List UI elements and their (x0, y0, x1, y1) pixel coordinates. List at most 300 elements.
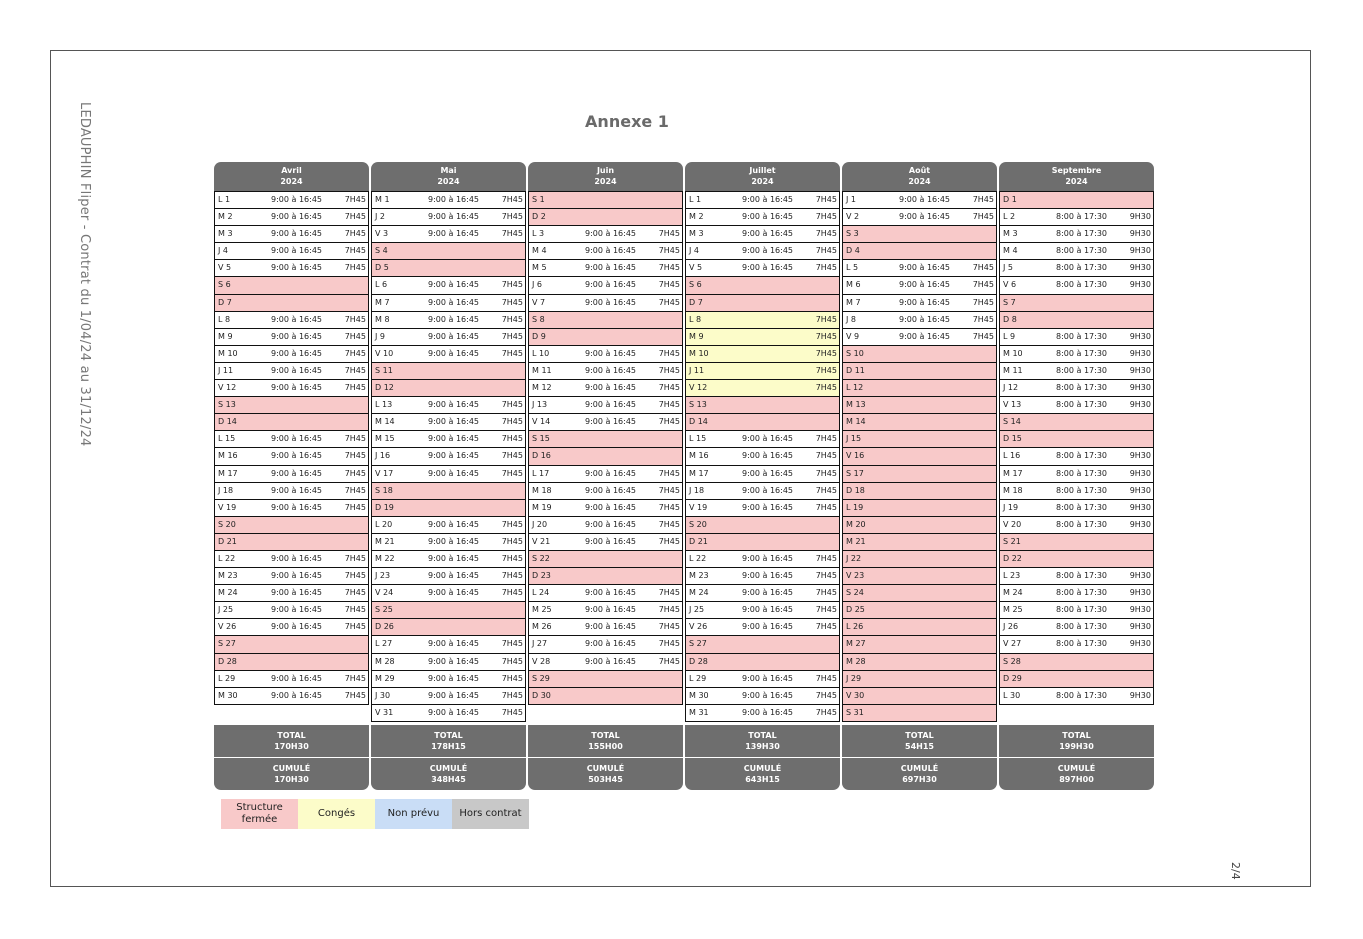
day-duration: 7H45 (344, 195, 366, 204)
day-label: M 29 (375, 673, 395, 683)
day-row (372, 345, 525, 362)
day-hours: 9:00 à 16:45 (428, 451, 480, 461)
day-label: M 21 (375, 536, 395, 546)
day-row (686, 516, 839, 533)
day-label: M 25 (1003, 605, 1023, 615)
day-hours: 9:00 à 16:45 (428, 639, 480, 649)
day-label: V 30 (846, 690, 865, 700)
day-row (1000, 601, 1153, 618)
day-hours: 9:00 à 16:45 (271, 383, 323, 393)
day-hours: 9:00 à 16:45 (899, 212, 951, 222)
day-row (843, 567, 996, 584)
day-row (686, 379, 839, 396)
day-duration: 7H45 (344, 451, 366, 461)
day-label: V 17 (375, 468, 394, 478)
day-hours: 9:00 à 16:45 (428, 553, 480, 563)
day-row (1000, 328, 1153, 345)
day-row (1000, 584, 1153, 601)
day-row (1000, 413, 1153, 430)
day-row (843, 362, 996, 379)
day-hours: 9:00 à 16:45 (428, 519, 480, 529)
day-row (215, 601, 368, 618)
day-label: L 12 (846, 383, 864, 393)
day-label: D 25 (846, 605, 865, 615)
month-total-box (999, 725, 1154, 757)
day-hours: 9:00 à 16:45 (899, 331, 951, 341)
day-hours: 8:00 à 17:30 (1056, 485, 1108, 495)
day-label: D 14 (218, 417, 237, 427)
day-duration: 7H45 (344, 383, 366, 393)
day-label: J 25 (689, 605, 705, 615)
day-duration: 7H45 (501, 571, 523, 581)
day-hours: 9:00 à 16:45 (428, 417, 480, 427)
day-row (843, 413, 996, 430)
day-hours: 9:00 à 16:45 (742, 246, 794, 256)
day-hours: 9:00 à 16:45 (428, 656, 480, 666)
day-duration: 7H45 (658, 400, 680, 410)
day-row (686, 430, 839, 447)
day-label: J 9 (375, 331, 385, 341)
day-row (215, 533, 368, 550)
month-cumulative-box (528, 758, 683, 790)
day-duration: 9H30 (1129, 502, 1151, 512)
day-row (686, 259, 839, 276)
day-row (215, 499, 368, 516)
day-row (686, 208, 839, 225)
day-hours: 9:00 à 16:45 (428, 588, 480, 598)
day-hours: 9:00 à 16:45 (742, 212, 794, 222)
cumulative-label: CUMULÉ (900, 764, 939, 773)
day-duration: 7H45 (658, 485, 680, 495)
total-value: 139H30 (745, 742, 780, 751)
day-label: J 5 (1003, 263, 1013, 273)
day-label: S 6 (218, 280, 231, 290)
day-duration: 7H45 (344, 348, 366, 358)
day-label: L 20 (375, 519, 393, 529)
day-duration: 7H45 (815, 707, 837, 717)
day-duration: 7H45 (344, 690, 366, 700)
day-hours: 9:00 à 16:45 (742, 707, 794, 717)
day-hours: 8:00 à 17:30 (1056, 451, 1108, 461)
day-row (372, 635, 525, 652)
day-row (1000, 670, 1153, 687)
day-duration: 7H45 (815, 571, 837, 581)
day-row (529, 618, 682, 635)
day-label: D 15 (1003, 434, 1022, 444)
day-label: M 27 (846, 639, 866, 649)
day-hours: 8:00 à 17:30 (1056, 229, 1108, 239)
day-label: M 14 (375, 417, 395, 427)
day-hours: 9:00 à 16:45 (585, 519, 637, 529)
day-hours: 9:00 à 16:45 (271, 690, 323, 700)
day-list (371, 191, 526, 722)
day-row (372, 704, 525, 721)
day-row (843, 550, 996, 567)
day-row (686, 328, 839, 345)
day-duration: 7H45 (658, 656, 680, 666)
day-row (1000, 191, 1153, 208)
day-label: M 25 (532, 605, 552, 615)
day-label: M 23 (689, 571, 709, 581)
day-row (529, 516, 682, 533)
day-row (215, 345, 368, 362)
day-label: J 8 (846, 314, 856, 324)
day-row (215, 635, 368, 652)
day-duration: 7H45 (501, 297, 523, 307)
day-label: M 17 (1003, 468, 1023, 478)
day-label: M 10 (1003, 348, 1023, 358)
day-duration: 7H45 (658, 297, 680, 307)
day-row (529, 345, 682, 362)
day-row (843, 465, 996, 482)
day-label: L 1 (689, 195, 702, 204)
day-label: D 2 (532, 212, 546, 222)
day-duration: 7H45 (344, 605, 366, 615)
day-label: D 4 (846, 246, 860, 256)
day-duration: 7H45 (815, 588, 837, 598)
day-row (843, 482, 996, 499)
day-label: M 24 (689, 588, 709, 598)
day-label: L 26 (846, 622, 864, 632)
day-label: S 8 (532, 314, 545, 324)
day-label: M 18 (1003, 485, 1023, 495)
day-duration: 7H45 (972, 195, 994, 204)
day-row (372, 225, 525, 242)
day-row (215, 311, 368, 328)
legend-closed-label: Structure fermée (236, 802, 283, 825)
day-hours: 9:00 à 16:45 (742, 195, 794, 204)
day-duration: 7H45 (501, 553, 523, 563)
day-row (843, 584, 996, 601)
day-hours: 9:00 à 16:45 (271, 365, 323, 375)
day-row (843, 516, 996, 533)
day-label: S 25 (375, 605, 393, 615)
day-hours: 9:00 à 16:45 (585, 485, 637, 495)
day-label: V 27 (1003, 639, 1022, 649)
day-label: M 21 (846, 536, 866, 546)
day-hours: 9:00 à 16:45 (742, 502, 794, 512)
day-row (529, 533, 682, 550)
day-hours: 8:00 à 17:30 (1056, 212, 1108, 222)
day-hours: 9:00 à 16:45 (271, 553, 323, 563)
day-hours: 9:00 à 16:45 (585, 263, 637, 273)
day-label: V 10 (375, 348, 394, 358)
day-hours: 9:00 à 16:45 (271, 451, 323, 461)
day-hours: 8:00 à 17:30 (1056, 280, 1108, 290)
day-row (372, 653, 525, 670)
day-duration: 7H45 (815, 314, 837, 324)
day-label: M 3 (689, 229, 704, 239)
day-row (1000, 533, 1153, 550)
day-label: J 29 (846, 673, 862, 683)
day-hours: 8:00 à 17:30 (1056, 502, 1108, 512)
day-hours: 9:00 à 16:45 (585, 536, 637, 546)
day-hours: 9:00 à 16:45 (271, 195, 323, 204)
day-row (1000, 447, 1153, 464)
day-hours: 8:00 à 17:30 (1056, 468, 1108, 478)
day-row (372, 362, 525, 379)
day-label: J 6 (532, 280, 542, 290)
day-label: D 8 (1003, 314, 1017, 324)
day-list (842, 191, 997, 722)
day-label: V 16 (846, 451, 865, 461)
day-hours: 9:00 à 16:45 (585, 383, 637, 393)
day-label: M 2 (689, 212, 704, 222)
cumulative-value: 503H45 (588, 775, 623, 784)
day-row (1000, 379, 1153, 396)
day-row (843, 242, 996, 259)
day-label: J 4 (689, 246, 699, 256)
day-hours: 8:00 à 17:30 (1056, 519, 1108, 529)
legend-outside-contract-label: Hors contrat (459, 808, 522, 819)
day-duration: 7H45 (344, 571, 366, 581)
day-row (372, 670, 525, 687)
day-row (215, 396, 368, 413)
day-hours: 9:00 à 16:45 (428, 229, 480, 239)
day-label: J 15 (846, 434, 862, 444)
day-duration: 7H45 (658, 502, 680, 512)
month-total-box (214, 725, 369, 757)
month-year: 2024 (1065, 176, 1088, 186)
day-duration: 7H45 (501, 331, 523, 341)
day-row (529, 311, 682, 328)
day-duration: 9H30 (1129, 468, 1151, 478)
day-row (686, 311, 839, 328)
day-label: S 14 (1003, 417, 1021, 427)
day-row (843, 670, 996, 687)
day-duration: 7H45 (344, 434, 366, 444)
month-header (371, 162, 526, 191)
day-row (215, 447, 368, 464)
day-row (843, 225, 996, 242)
day-label: M 12 (532, 383, 552, 393)
day-row (1000, 550, 1153, 567)
day-row (529, 191, 682, 208)
day-duration: 7H45 (972, 331, 994, 341)
day-hours: 9:00 à 16:45 (428, 331, 480, 341)
day-label: M 31 (689, 707, 709, 717)
day-label: J 19 (1003, 502, 1019, 512)
day-row (372, 482, 525, 499)
day-row (529, 242, 682, 259)
day-row (215, 242, 368, 259)
day-hours: 8:00 à 17:30 (1056, 571, 1108, 581)
day-duration: 7H45 (972, 280, 994, 290)
day-row (529, 465, 682, 482)
total-label: TOTAL (591, 731, 620, 740)
day-hours: 8:00 à 17:30 (1056, 331, 1108, 341)
day-duration: 7H45 (815, 622, 837, 632)
day-duration: 9H30 (1129, 485, 1151, 495)
day-hours: 9:00 à 16:45 (585, 280, 637, 290)
day-duration: 7H45 (972, 297, 994, 307)
month-name: Juin (596, 166, 615, 175)
day-duration: 7H45 (972, 263, 994, 273)
day-label: S 20 (218, 519, 236, 529)
day-duration: 9H30 (1129, 383, 1151, 393)
day-label: S 22 (532, 553, 550, 563)
day-hours: 8:00 à 17:30 (1056, 588, 1108, 598)
day-label: M 10 (689, 348, 709, 358)
day-duration: 7H45 (658, 588, 680, 598)
day-row (843, 430, 996, 447)
day-row (372, 294, 525, 311)
day-hours: 9:00 à 16:45 (271, 502, 323, 512)
day-label: S 13 (218, 400, 236, 410)
day-label: M 5 (532, 263, 547, 273)
day-label: L 9 (1003, 331, 1016, 341)
day-row (1000, 567, 1153, 584)
day-row (372, 379, 525, 396)
day-label: J 11 (689, 365, 705, 375)
day-row (1000, 653, 1153, 670)
day-duration: 7H45 (501, 656, 523, 666)
day-label: M 30 (689, 690, 709, 700)
day-duration: 7H45 (815, 673, 837, 683)
day-row (686, 635, 839, 652)
day-label: S 18 (375, 485, 393, 495)
day-row (529, 430, 682, 447)
day-duration: 7H45 (815, 502, 837, 512)
day-label: V 12 (218, 383, 237, 393)
day-row (686, 413, 839, 430)
day-label: L 19 (846, 502, 864, 512)
cumulative-value: 697H30 (902, 775, 937, 784)
day-row (215, 191, 368, 208)
day-hours: 9:00 à 16:45 (271, 263, 323, 273)
day-hours: 9:00 à 16:45 (271, 229, 323, 239)
day-row (843, 396, 996, 413)
day-label: D 18 (846, 485, 865, 495)
day-hours: 9:00 à 16:45 (742, 434, 794, 444)
legend-leave-label: Congés (317, 808, 356, 819)
day-duration: 7H45 (344, 314, 366, 324)
month-header (214, 162, 369, 191)
day-row (686, 362, 839, 379)
day-row (215, 516, 368, 533)
day-label: L 27 (375, 639, 393, 649)
legend-outside-contract (452, 799, 529, 829)
day-row (215, 687, 368, 704)
day-hours: 9:00 à 16:45 (271, 622, 323, 632)
day-label: J 1 (846, 195, 856, 204)
day-label: S 6 (689, 280, 702, 290)
total-value: 54H15 (905, 742, 934, 751)
day-duration: 7H45 (658, 417, 680, 427)
day-hours: 9:00 à 16:45 (428, 571, 480, 581)
day-row (215, 328, 368, 345)
day-row (1000, 618, 1153, 635)
month-column (999, 162, 1154, 705)
day-label: J 4 (218, 246, 228, 256)
day-duration: 7H45 (658, 536, 680, 546)
day-hours: 9:00 à 16:45 (585, 400, 637, 410)
month-header (685, 162, 840, 191)
day-label: D 16 (532, 451, 551, 461)
day-hours: 9:00 à 16:45 (428, 434, 480, 444)
day-row (1000, 276, 1153, 293)
day-label: S 20 (689, 519, 707, 529)
day-label: M 24 (218, 588, 238, 598)
day-duration: 7H45 (501, 434, 523, 444)
day-label: M 28 (846, 656, 866, 666)
day-label: L 23 (1003, 571, 1021, 581)
day-hours: 8:00 à 17:30 (1056, 605, 1108, 615)
month-header (999, 162, 1154, 191)
day-hours: 9:00 à 16:45 (271, 605, 323, 615)
day-label: L 24 (532, 588, 550, 598)
day-label: M 16 (689, 451, 709, 461)
day-row (529, 567, 682, 584)
day-duration: 9H30 (1129, 639, 1151, 649)
day-duration: 7H45 (344, 502, 366, 512)
day-duration: 7H45 (815, 195, 837, 204)
day-label: V 12 (689, 383, 708, 393)
day-duration: 7H45 (501, 212, 523, 222)
month-name: Juillet (749, 166, 776, 175)
day-label: J 25 (218, 605, 234, 615)
day-hours: 9:00 à 16:45 (742, 451, 794, 461)
day-hours: 9:00 à 16:45 (899, 297, 951, 307)
day-label: J 18 (218, 485, 234, 495)
day-row (686, 550, 839, 567)
day-row (843, 276, 996, 293)
day-duration: 7H45 (344, 485, 366, 495)
day-hours: 9:00 à 16:45 (742, 690, 794, 700)
month-cumulative-box (999, 758, 1154, 790)
day-duration: 9H30 (1129, 622, 1151, 632)
day-duration: 7H45 (815, 553, 837, 563)
day-label: M 17 (218, 468, 238, 478)
day-duration: 9H30 (1129, 263, 1151, 273)
day-hours: 9:00 à 16:45 (428, 280, 480, 290)
day-label: M 2 (218, 212, 233, 222)
day-row (529, 413, 682, 430)
day-label: D 28 (689, 656, 708, 666)
month-column (528, 162, 683, 705)
day-row (686, 533, 839, 550)
month-year: 2024 (280, 176, 303, 186)
day-label: V 28 (532, 656, 551, 666)
day-row (686, 294, 839, 311)
day-row (215, 208, 368, 225)
day-row (372, 328, 525, 345)
day-row (372, 533, 525, 550)
total-label: TOTAL (1062, 731, 1091, 740)
day-row (843, 259, 996, 276)
day-row (843, 533, 996, 550)
day-label: M 24 (1003, 588, 1023, 598)
day-label: J 2 (375, 212, 385, 222)
day-label: M 11 (532, 365, 552, 375)
total-value: 170H30 (274, 742, 309, 751)
day-label: D 19 (375, 502, 394, 512)
day-duration: 7H45 (344, 263, 366, 273)
day-label: M 7 (846, 297, 861, 307)
day-label: L 10 (532, 348, 550, 358)
cumulative-label: CUMULÉ (743, 764, 782, 773)
month-cumulative-box (685, 758, 840, 790)
day-hours: 9:00 à 16:45 (428, 673, 480, 683)
month-cumulative-box (371, 758, 526, 790)
day-label: L 8 (218, 314, 231, 324)
day-duration: 7H45 (972, 314, 994, 324)
day-duration: 7H45 (658, 280, 680, 290)
day-hours: 9:00 à 16:45 (428, 212, 480, 222)
day-row (843, 704, 996, 721)
day-row (372, 465, 525, 482)
day-label: S 27 (689, 639, 707, 649)
